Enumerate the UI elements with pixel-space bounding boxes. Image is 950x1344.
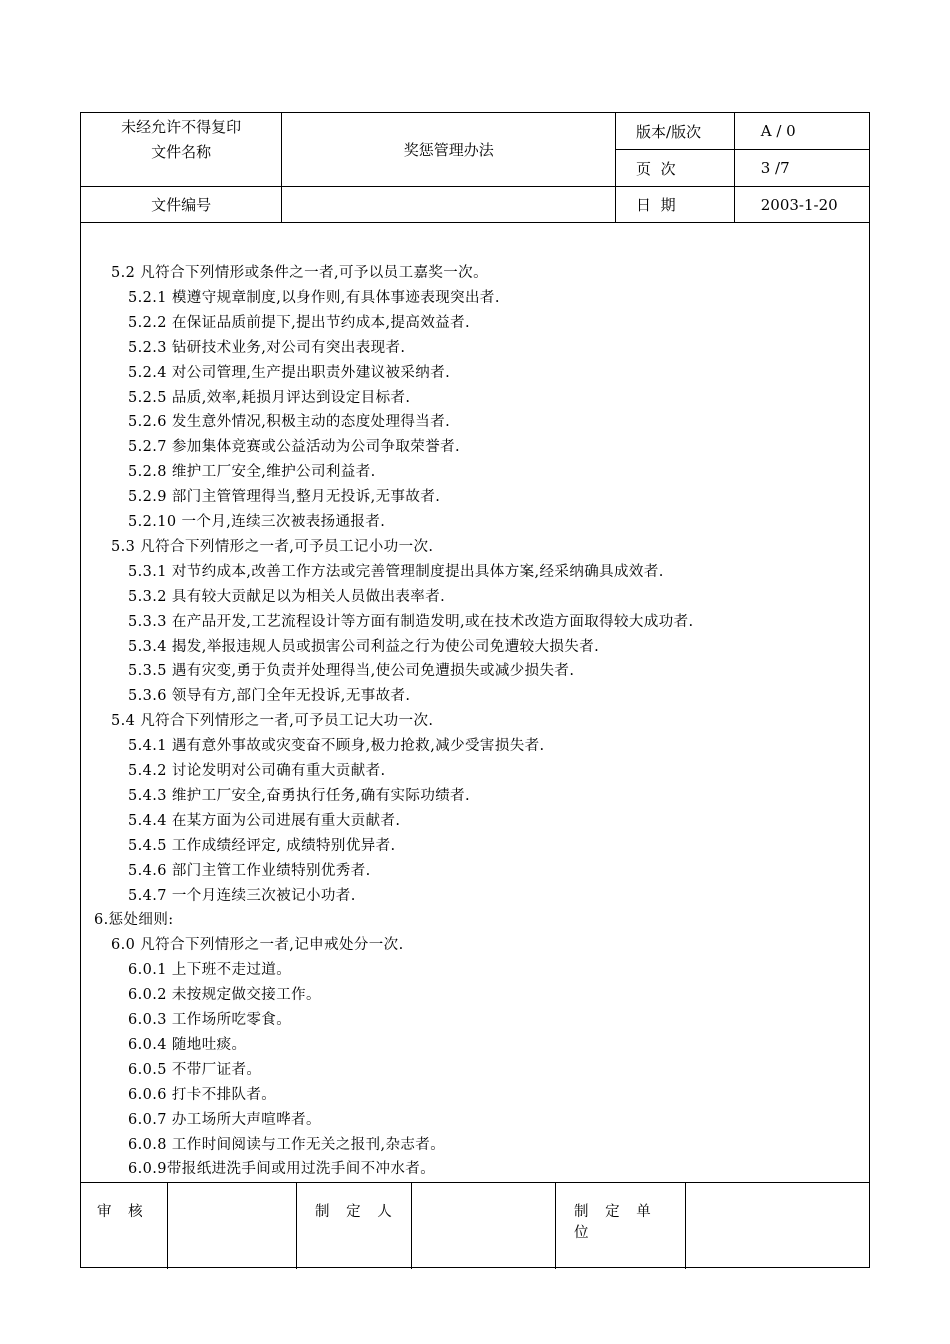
sub-clause-line: 5.3.6 领导有方,部门全年无投诉,无事故者.	[128, 688, 411, 705]
review-label: 审 核	[97, 1204, 149, 1220]
page-label: 页 次	[616, 150, 735, 187]
review-label-cell	[81, 1183, 167, 1269]
sub-clause-line: 6.0.4 随地吐痰。	[128, 1036, 247, 1053]
unit-signature-cell	[685, 1183, 869, 1269]
sub-clause-line: 5.2.4 对公司管理,生产提出职责外建议被采纳者.	[128, 364, 451, 381]
clause-line: 5.4 凡符合下列情形之一者,可予员工记大功一次.	[111, 713, 434, 730]
sub-clause-line: 5.2.10 一个月,连续三次被表扬通报者.	[128, 514, 386, 530]
date-label: 日 期	[616, 187, 735, 223]
sub-clause-line: 5.4.2 讨论发明对公司确有重大贡献者.	[128, 763, 386, 779]
sub-clause-line: 5.4.6 部门主管工作业绩特别优秀者.	[128, 862, 371, 879]
doc-title: 奖惩管理办法	[282, 113, 616, 187]
sub-clause-line: 6.0.2 未按规定做交接工作。	[128, 987, 321, 1004]
header-table	[81, 113, 869, 223]
file-name-label-cell	[81, 113, 282, 187]
file-name-label: 文件名称	[151, 143, 212, 161]
file-no-value	[282, 187, 616, 223]
sub-clause-line: 5.3.3 在产品开发,工艺流程设计等方面有制造发明,或在技术改造方面取得较大成功者.	[128, 613, 694, 630]
drafter-label-cell	[296, 1183, 411, 1269]
clause-line: 5.2 凡符合下列情形或条件之一者,可予以员工嘉奖一次。	[111, 265, 488, 281]
sub-clause-line: 5.2.3 钻研技术业务,对公司有突出表现者.	[128, 339, 406, 356]
sub-clause-line: 5.4.4 在某方面为公司进展有重大贡献者.	[128, 812, 401, 829]
clause-line: 6.0 凡符合下列情形之一者,记申戒处分一次.	[111, 937, 404, 954]
sub-clause-line: 6.0.1 上下班不走过道。	[128, 962, 292, 979]
sub-clause-line: 5.2.5 品质,效率,耗损月评达到设定目标者.	[128, 389, 411, 406]
file-no-label: 文件编号	[81, 187, 282, 223]
unit-label-cell	[555, 1183, 685, 1269]
unit-label: 制 定 单 位	[574, 1204, 657, 1241]
sub-clause-line: 5.3.4 揭发,举报违规人员或损害公司利益之行为使公司免遭较大损失者.	[128, 638, 600, 655]
copy-restriction-note: 未经允许不得复印	[121, 118, 242, 136]
page-value: 3 /7	[734, 150, 869, 187]
sub-clause-line: 5.3.5 遇有灾变,勇于负责并处理得当,使公司免遭损失或减少损失者.	[128, 663, 575, 680]
sub-clause-line: 5.2.8 维护工厂安全,维护公司利益者.	[128, 464, 376, 481]
date-value: 2003-1-20	[734, 187, 869, 223]
version-label: 版本/版次	[616, 113, 735, 150]
section-heading: 6.惩处细则:	[94, 912, 174, 929]
sub-clause-line: 6.0.9带报纸进洗手间或用过洗手间不冲水者。	[128, 1161, 436, 1178]
sub-clause-line: 5.4.7 一个月连续三次被记小功者.	[128, 887, 356, 904]
sub-clause-line: 5.2.9 部门主管管理得当,整月无投诉,无事故者.	[128, 489, 441, 506]
version-value: A / 0	[734, 113, 869, 150]
sub-clause-line: 5.2.6 发生意外情况,积极主动的态度处理得当者.	[128, 414, 451, 431]
sub-clause-line: 5.2.7 参加集体竞赛或公益活动为公司争取荣誉者.	[128, 439, 461, 456]
sub-clause-line: 5.2.2 在保证品质前提下,提出节约成本,提高效益者.	[128, 314, 471, 331]
review-signature-cell	[167, 1183, 296, 1269]
sub-clause-line: 5.3.1 对节约成本,改善工作方法或完善管理制度提出具体方案,经采纳确具成效者.	[128, 563, 664, 580]
sub-clause-line: 5.4.1 遇有意外事故或灾变奋不顾身,极力抢救,减少受害损失者.	[128, 738, 545, 755]
sub-clause-line: 6.0.6 打卡不排队者。	[128, 1086, 277, 1103]
sub-clause-line: 6.0.8 工作时间阅读与工作无关之报刊,杂志者。	[128, 1136, 446, 1153]
sub-clause-line: 6.0.7 办工场所大声喧哗者。	[128, 1111, 321, 1128]
sub-clause-line: 6.0.5 不带厂证者。	[128, 1061, 262, 1078]
clause-line: 5.3 凡符合下列情形之一者,可予员工记小功一次.	[111, 538, 434, 555]
sub-clause-line: 5.4.3 维护工厂安全,奋勇执行任务,确有实际功绩者.	[128, 787, 471, 804]
sub-clause-line: 6.0.3 工作场所吃零食。	[128, 1012, 292, 1028]
drafter-signature-cell	[411, 1183, 555, 1269]
sub-clause-line: 5.4.5 工作成绩经评定, 成绩特别优异者.	[128, 837, 396, 854]
sub-clause-line: 5.3.2 具有较大贡献足以为相关人员做出表率者.	[128, 588, 446, 605]
approval-footer	[81, 1182, 869, 1269]
document-frame	[80, 112, 870, 1268]
sub-clause-line: 5.2.1 模遵守规章制度,以身作则,有具体事迹表现突出者.	[128, 289, 500, 306]
drafter-label: 制 定 人	[315, 1204, 398, 1220]
